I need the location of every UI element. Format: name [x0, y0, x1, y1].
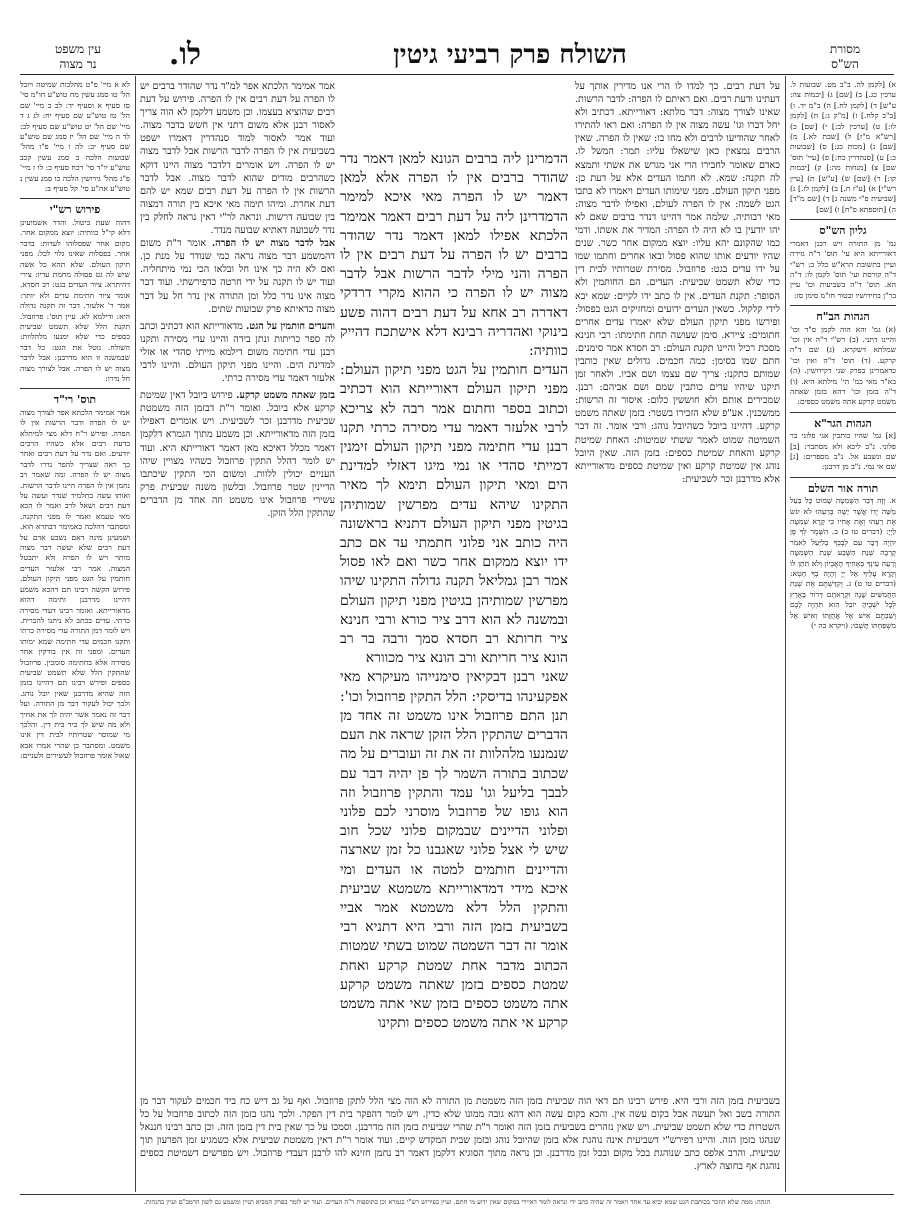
- tosafot-column: [140, 80, 335, 1090]
- mesoret-label: מסורת הש"ס: [829, 42, 861, 71]
- ein-mishpat-text: לא א מיי' פ"ט מהלכות שמיטה ויובל הל' טו סמג עשין מח טוש"ע חו"מ סי' סז סעיף א וסעיף יד: לב ב מיי' שם הל' טז טוש"ע שם סעיף יח: לג ג ד מיי' שם הל' יט טוש"ע שם סעיף לב: לד ה מיי' שם הל' יז סמג שם טוש"ע שם סעיף יב: לה ו מיי' פ"ו מהל' שבועות הלכה ב סמג עשין קכב טוש"ע יו"ד סי' רכח סעיף כ: לו ז מיי' פ"ג מהל' גירושין הלכה כו סמג עשין נ טוש"ע אה"ע סי' קל סעיף ב:: [20, 80, 130, 194]
- hagahot-gra-heading: הגהות הגר"א: [814, 416, 872, 430]
- tosafot-dibbur-hamatchil-2: והעדים חותמין על הגט.: [245, 320, 335, 332]
- tosafot-dibbur-hamatchil-3: בזמן שאתה משמט קרקע.: [236, 390, 335, 402]
- gilyon-heading: גליון הש"ס: [819, 224, 867, 238]
- rashi-text: על דעת רבים. כך למדו לו הרי אנו מדירין אותך על דעתינו ודעת רבים. ואם ראיתם לו הפרה: לדבר הרשות. שאינו לצורך מצוה: דבר מלתא: דאורייתא. דכתיב ולא יחל דברו וגו' עשה מצוה אין לו הפרה: ואם ראו להתירו לאחר שהודיעו לרבים ולא מחו בו: שאין לו הפרה. שאין הרבים נמצאין כאן שישאלו עליו: תמר: המשל לו. כאדם שאומר לחבירו הרי אני מגרש את אשתי ותמצא לה תקנה: שמא. לא חתמו העדים אלא על דעת כן: מפני תיקון העולם. מפני שימותו העדים ויאמרו לא כתבו הגט לשמה: אין לו הפרה לעולם. ואפילו לדבר מצוה: מאי רבותיה. שלמה אמר דהיינו דנדר ברבים שאם לא יהו יודעין בו לא היה לו הפרה: המדיר את אשתו. ודמי כמו שהקונם יהא עליו: יוצא ממקום אחר כשר. שנים שהיו יודעים אותו שהוא פסול ובאו אחרים וחתמו שמו על ידו עדים בגט: פרוזבול. מסירת שטרותיו לבית דין כדי שלא תשמט שביעית: העדים. הם החותמין ולא הסופר: תקנת העדים. אין לו כתב ידו לקיים: שמא יבא לידי קלקול. כשאין העדים ידועים ומחזיקים הגט בפסול: ופירשו מפני תיקון העולם שלא יאמרו עדים אחרים חתומים: ציירא. סימן שעושה תחת חתימתו: רבי חנינא מסכת רכיל והיינו תקנת העולם: רב חסדא אמר סימנים. חתם שמו בסימן: כמה חכמים. גדולים שאין כותבין שמותם כתקנו: צריך שם עצמו ושם אביו. ולאחר זמן תיקנו שיהיו עדים כותבין שמם ושם אביהם: רבנן. שמכירים אותם ולא חוששין כלום: איסור זה הרשות: ממשכנין. אע"פ שלא הזכירו בשטר: בזמן שאתה משמט קרקע. דהיינו ביובל כשהיובל נוהג: ורבי אומר. זה דבר השמיטה שמוט לאמר ששתי שמיטות: האחת שמיטת קרקע והאחת שמיטת כספים: בזמן הזה. שאין היובל נוהג אין שמיטת קרקע ואין שמיטת כספים מדאורייתא אלא מדרבנן זכר לשביעית:: [575, 81, 780, 485]
- gemara-text-b: העדים חותמין על הגט מפני תיקון העולם: מפני תיקון העולם דאורייתא הוא דכתיב וכתוב בספר וחתום אמר רבה לא צריכא לרבי אלעזר דאמר עדי מסירה כרתי תקנו רבנן עדי חתימה מפני תיקון העולם זימנין דמייתי סהדי או נמי מיגו דאזלי למדינת הים ומאי תיקון העולם תימא לך מאיר התקינו שיהא עדים מפרשין שמותיהן בגיטין מפני תיקון העולם דתניא בראשונה היה כותב אני פלוני חתמתי עד אם כתב ידו יוצא ממקום אחר כשר ואם לאו פסול אמר רבן גמליאל תקנה גדולה התקינו שיהו מפרשין שמותיהן בגיטין מפני תיקון העולם ובמשנה לא הוא דרב ציר כורא ורבי חנינא ציר חרותא רב חסדא סמך ורבה בר רב הונא ציר חריתא ורב הונא ציר מכוורא: [340, 362, 568, 667]
- tosafot-rid-heading: תוס' רי"ד: [53, 393, 97, 407]
- tosafot-text-b: אומר ר"ת משום דהמשמע דבר מצוה נראה כמי שנודר על מנת כן. ואם לא היה כך אינו חל ובלאו הכי נמי מיתחליה. ועוד יש לו תקנה על ידי חרטה כדפירשתי. ועוד דבר מצוה אינו נדר כלל ומן התורה אין נדר חל על דבר מצוה כדאיתא פרק שבועות שתים.: [140, 238, 335, 315]
- gilyon-text: גמ' מן התורה ויש רבנן דאמרי דאורייתא היא עי' תוס' ד"ה גזירה ועיין בתשובת הרא"ש כלל ב: רש"י ד"ה קורסת ועי' תוס' לקמן לו: ד"ה הא. תוס' ד"ה בשביעית וכו' עיין בר"ן בחידושיו ובטור חו"מ סימן סז:: [790, 238, 896, 300]
- rashi-column: [575, 80, 780, 1090]
- right-margin-divider: [785, 76, 786, 1192]
- tosafot-text-c: מדאורייתא הוא דכתיב וכתב לה ספר כריתות ונתן בידה והיינו עדי מסירה ותקנו רבנן עדי חתימה משום דילמא מייתי סהדי או אזלי למדינת הים. והיינו מפני תיקון העולם. והיינו לרבי אלעזר דאמר עדי מסירה כרתי.: [140, 320, 335, 385]
- ein-mishpat-label: עין משפט נר מצוה: [55, 42, 101, 71]
- perush-rashi-text: דהוה שעת ביטול. והדר אשמועינן דלא קי"ל כוותיה: יוצא ממקום אחר. מקום אחר שפסלוהו לעדות: בדבר אחר. בפסלות שאינו גלוי לכל: מפני תיקון העולם. שלא תהא כל אשה שיש לה גט פסולה מחמת עדיו: צירי דהיתרא. ציור העדים בגט: רב חסדא. אומר ציור חתימת עדים ולא יותר: אמר ר' אלעזר. דבר זה תקנה גדולה היא: ודילמא לא. עיין תוס': פרוזבול. תקנת הלל שלא תשמט שביעית כספים כדי שלא ימנעו מלהלוות: השולח. נוטל את הגט: כל דבר שבמשנה זו הוא מדרבנן: אבל לדבר מצוה יש לו הפרה. אבל לצורך מצוה חל נדרו:: [20, 217, 130, 383]
- tosafot-dibbur-hamatchil-1: אבל לדבר מצוה יש לו הפרה.: [211, 238, 335, 250]
- tosafot-text-a: אמר אמימר הלכתא אפר למ"ד נדר שהודר ברבים יש לו הפרה על דעת רבים אין לו הפרה. פירוש על דעת רבים שהוציא בעצמו. וכן משמע דלקמן לא הוה צריך לאסור רבנן אלא משום דתני אין חשש בדבר מצוה. ועוד אמר לאסור למוד סנהדרין דאמרו ישפט בשביעית אין לו הפרה לדבר הרשות אבל לדבר מצוה יש לו הפרה. ויש אומרים דלדבר מצוה היינו דוקא כשהרבים מודים שהוא לדבר מצוה. אבל לדבר הרשות אין לו הפרה על דעת רבים שמא יש להם דעת אחרת. ומיהו תימה מאי איכא בין תורה דמצוה בין שבועה דרשות. ונראה לר"י דאין נראה לחלק בין נדר לשבועה דאתיא שבועה מנדר.: [140, 81, 335, 237]
- mesoret-hashas-text: א) [לקמן לה. ב"ב מט. שבועות ל. ערכין כג.] ב) [שם] ג) [יבמות צה: ע"ש] ד) [לקמן לח.] ה) ב"מ יד. ו) [ב"ב קלח.] ז) [מ"ק ג:] ח) [לקמן לו:] ט) [ערכין לב:] י) [שם] כ) [רש"א מ"ז] ל) [שבת לא.] מ) [שם] נ) [מכות כג:] ס) [שבועות כ:] ע) [סנהדרין כח:] פ) [עיי' תוס' שם] צ) [מנחות מה:] ק) [יבמות קו:] ר) [שם] ש) [ע"ש] ת) [עיין רש"י] א) [ע"ז ח.] ב) [לקמן לז.] ג) [שביעית פ"י משנה ג] ד) [שם מ"ד] ה) [תוספתא פ"ח] ו) [שם]: [790, 80, 896, 214]
- folio-number: לו.: [168, 37, 202, 72]
- hagahot-heading: הגהות הב"ח: [816, 310, 870, 324]
- right-margin: [790, 80, 896, 1190]
- gemara-column: [340, 150, 568, 1100]
- hagahot-text: (א) גמ' והא הוה לקמן ס"ד וכו' והיינו דתני. (ב) רש"י ד"ה אין וכו' שמלתא דשקרא. (ג) שם ד"ה קרקע. (ד) תוס' ד"ה ואין וכו' כדאמרינן בפרק שני דקידושין. (ה) בא"ד מאי כמ' הי' מילתא היא. (ו) ד"ה בזמן וכו' דהא בזמן שאתה משמט קרקע אתה משמט כספים:: [790, 324, 896, 407]
- torah-or-heading: תורה אור השלם: [807, 481, 879, 495]
- hagahot-gra-text: [א] גמ' שהיו כותבין אני פלוני בר פלוני. נ"ב ליכא ולא מסתבר: [ב] שם ונשבע אל. נ"ב מספרים: [ג] שם אי נמי. נ"ב מן דרבנן:: [790, 431, 896, 472]
- gemara-text-a: הדמרינן ליה ברבים הגונא למאן דאמר נדר שהודר ברבים אין לו הפרה אלא למאן דאמר יש לו הפרה מאי איכא למימר הדמדרינן ליה על דעת רבים דאמר אמימר הלכתא אפילו למאן דאמר נדר שהודר ברבים יש לו הפרה על דעת רבים אין לו הפרה והני מילי לדבר הרשות אבל לדבר מצוה יש לו הפרה כי ההוא מקרי דרדקי דאדרה רב אחא על דעת רבים דהוה פשע בינוקי ואהדריה רבינא דלא אישתכח דהייק כוותיה:: [340, 151, 568, 360]
- tosafot-rid-text: אמר אמימר הלכתא אפר לצורך מצוה יש לו הפרה ודבר הרשות אין לו הפרה. ופירש ר"ח דלא מצי למיתלא בדעת רבים אלא כשהיו הרבים יודעים. ואם נדר על דעת רבים ואחר כך ראה שצריך להפר נדרו לדבר מצוה יש לו הפרה. ומה שאמר רב נחמן אין לו הפרה היינו לדבר הרשות. ואותו עשה בתלמיד שנדר ועשה על דעת רבים ושאל לרב ואמר לו הכא מאי טעמא ואמר לו מפני התקנה. ומסתבר דהלכה כאמימר דבתרא הוא. ושמעינן מינה דאם נשבע אדם על דעת רבים שלא יעשה דבר מצוה מותר ויש לו הפרה ולא יתבטל המצוה. אמר רבי אלעזר העדים חותמין על הגט מפני תיקון העולם. פירוש הקשה רבינו תם דהכא משמע דהיינו מדרבנן ותימה דהוא מדאורייתא. ואומר רבינו דעדי מסירה כרתי. עדים בכתב לא ניתנו להכרית. ויש לומר דמן התורה עדי מסירה כרתי ותקנו חכמים עדי חתימה שמא ימותו העדים. ומפני זה אין בודקין אחר מסירה אלא בחתימה סומכין. פרוזבול שהתקין הלל שלא תשמט שביעית כספים ופירש רבינו תם דהיינו בזמן הזה שהיא מדרבנן שאין יובל נוהג. ולכך יכול לעקור דבר מן התורה. ועל דבר זה נאמר אשר יהיה לך את אחיך ולא מה שיש לך ביד בית דין. והלכך מי שמוסר שטרותיו לבית דין אינו משמט. ומסתבר כן שהרי אמרו אבא שאול אומר פרוזבול לעשירים ולעניים:: [20, 407, 130, 761]
- torah-or-text: א. וְזֶה דְּבַר הַשְּׁמִטָּה שָׁמוֹט כָּל בַּעַל מַשֵּׁה יָדוֹ אֲשֶׁר יַשֶּׁה בְּרֵעֵהוּ לֹא יִגֹּשׂ אֶת רֵעֵהוּ וְאֶת אָחִיו כִּי קָרָא שְׁמִטָּה לַיְיָ: (דברים טו ב) ב. הִשָּׁמֶר לְךָ פֶּן יִהְיֶה דָבָר עִם לְבָבְךָ בְלִיַּעַל לֵאמֹר קָרְבָה שְׁנַת הַשֶּׁבַע שְׁנַת הַשְּׁמִטָּה וְרָעָה עֵינְךָ בְּאָחִיךָ הָאֶבְיוֹן וְלֹא תִתֵּן לוֹ וְקָרָא עָלֶיךָ אֶל יְיָ וְהָיָה בְךָ חֵטְא: (דברים טו ט) ג. וְקִדַּשְׁתֶּם אֵת שְׁנַת הַחֲמִשִּׁים שָׁנָה וּקְרָאתֶם דְּרוֹר בָּאָרֶץ לְכָל יֹשְׁבֶיהָ יוֹבֵל הִוא תִּהְיֶה לָכֶם וְשַׁבְתֶּם אִישׁ אֶל אֲחֻזָּתוֹ וְאִישׁ אֶל מִשְׁפַּחְתּוֹ תָּשֻׁבוּ: (ויקרא כה י): [790, 496, 896, 631]
- tosafot-bottom-text: בשביעית בזמן הזה ורבי היא. פירש רבינו תם דאי הוה שביעית בזמן הזה משמטת מן התורה לא הוה מצי הלל לתקן פרוזבול. ואף על גב דיש כח ביד חכמים לעקור דבר מן התורה בשב ואל תעשה אבל בקום עשה אין. והכא בקום עשה הוא דהא גובה ממונו שלא כדין. ויש לומר דהפקר בית דין הפקר. ולכך נהגו בזמן הזה לכתוב פרוזבול על כל השטרות כדי שלא תשמט שביעית. ויש שאין נזהרים בשביעית בזמן הזה ואומר ר"ת שהרי שביעית בזמן הזה מדרבנן. וסמכו על כך שאין בית דין בזמן הזה. וכן כתב רבינו חננאל שנהגו בזמן הזה. והיינו דפירש"י דשביעית אינה נוהגת אלא בזמן שהיובל נוהג ובזמן שבית המקדש קיים. ועוד אומר ר"ת דאין משמטת שביעית אלא כשמגיע זמן הפרעון תוך שביעית. והרב אלפס כתב שנוהגת בכל מקום ובכל זמן מדרבנן. וכן נראה מתוך הסוגיא דלקמן דאמר רב נחמן חזינא להו לרבנן דעבדי פרוזבול. ויש מפרשים דשמיטת כספים נוהגת אף בחוצה לארץ.: [140, 1096, 780, 1173]
- perush-rashi-heading: פירוש רש"י: [49, 203, 101, 217]
- page-title: השולח פרק רביעי גיטין: [393, 40, 627, 70]
- left-margin-divider: [135, 76, 136, 1192]
- left-margin: [20, 80, 130, 1190]
- tosafot-text-d: פירוש ביובל דאין שמיטת קרקע אלא ביובל. ואומר ר"ת דבזמן הזה משמטת שביעית מדרבנן זכר לשביעית. ויש אומרים דאפילו בזמן הזה מדאורייתא. וכן משמע מתוך הגמרא דלקמן דאמר מכלל דאיכא מאן דאמר דאורייתא היא. ועוד יש לומר דהלל התקין פרוזבול כשהיו מצויין שיהו העניים יכולין ללוות. ומשום הכי התקין שיכתבו הדיינין שטר פרוזבול. ובלשון משנה שביעית פרק עשירי פרוזבול אינו משמט וזה אחד מן הדברים שהתקין הלל הזקן.: [140, 390, 335, 519]
- header-rule: [20, 74, 894, 75]
- gemara-text-c: שאני רבנן דבקיאין סימנייהו מעיקרא מאי אפקעינהו בדיסקי: הלל התקין פרוזבול וכו': תנן התם פרוזבול אינו משמט זה אחד מן הדברים שהתקין הלל הזקן שראה את העם שנמנעו מלהלוות זה את זה ועוברים על מה שכתוב בתורה השמר לך פן יהיה דבר עם לבבך בליעל וגו' עמד והתקין פרוזבול וזה הוא גופו של פרוזבול מוסרני לכם פלוני ופלוני הדיינים שבמקום פלוני שכל חוב שיש לי אצל פלוני שאגבנו כל זמן שארצה והדיינים חותמים למטה או העדים ומי איכא מידי דמדאורייתא משמטא שביעית והתקין הלל דלא משמטא אמר אביי בשביעית בזמן הזה ורבי היא דתניא רבי אומר זה דבר השמטה שמוט בשתי שמטות הכתוב מדבר אחת שמטת קרקע ואחת שמטת כספים בזמן שאתה משמט קרקע אתה משמט כספים בזמן שאי אתה משמט קרקע אי אתה משמט כספים ותקינו: [340, 669, 568, 1032]
- footer-note: הגהה: ממה שלא הוזכר בכותבת הגט שמא יביא עד אחד ויאמר זה שהיה כתב ידי ונראה לומר דאיירי במקום שאין ידוע מי חתם. ועיין בפירוש רש"י בגמרא וכן בתוספות ד"ה העדים. ועוד יש לומר בפרק המביא תניין ומשמע גם לשון הרמב"ם ועיין בהגהות.: [143, 1198, 771, 1206]
- footer-rule: [20, 1194, 894, 1195]
- bottom-commentary: [140, 1095, 780, 1190]
